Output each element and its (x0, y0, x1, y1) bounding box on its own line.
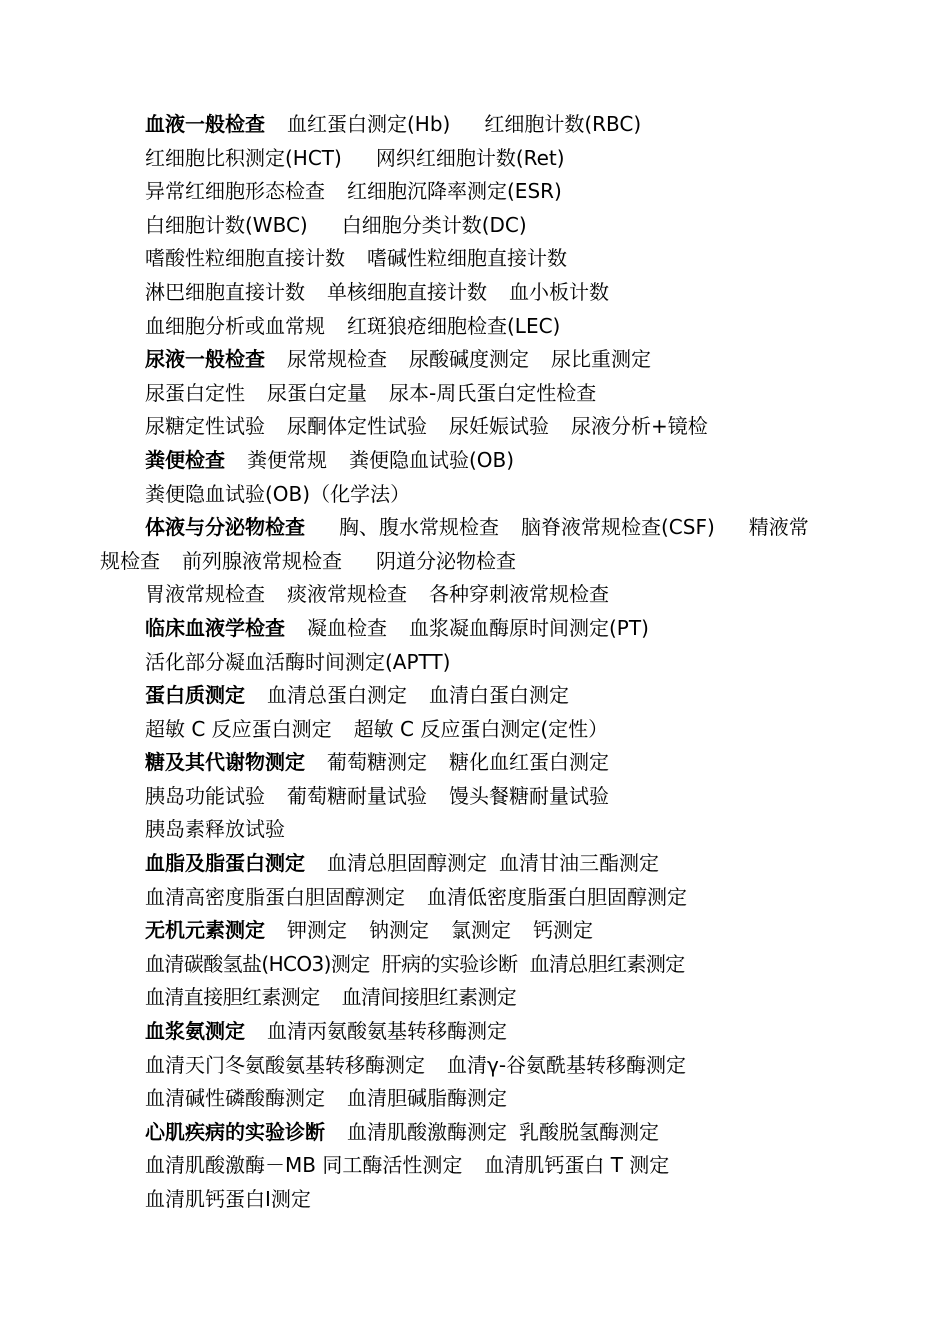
line-5 (145, 242, 865, 276)
test-item: 葡萄糖测定 (327, 750, 427, 775)
test-item: 血清碱性磷酸酶测定 (145, 1086, 325, 1111)
test-item: 钙测定 (533, 918, 593, 943)
test-item: 胸、腹水常规检查 (339, 515, 499, 540)
line-26 (145, 948, 865, 982)
test-item: 异常红细胞形态检查 (145, 179, 325, 204)
line-16 (145, 612, 865, 646)
line-29 (145, 1049, 865, 1083)
line-32 (145, 1149, 865, 1183)
test-item: 血清胆碱脂酶测定 (347, 1086, 507, 1111)
line-27 (145, 981, 865, 1015)
test-item: 红细胞计数(RBC) (484, 112, 642, 136)
test-item: 血浆凝血酶原时间测定(PT) (409, 615, 649, 640)
test-item: 血清甘油三酯测定 (499, 851, 659, 876)
test-item: 尿糖定性试验 (145, 414, 265, 439)
test-item: 尿比重测定 (551, 347, 651, 372)
test-item: 血清肌钙蛋白Ⅰ测定 (145, 1187, 311, 1211)
line-1 (145, 108, 865, 142)
test-item: 粪便常规 (247, 447, 327, 472)
test-item: 嗜碱性粒细胞直接计数 (367, 246, 567, 271)
line-12 (145, 478, 865, 512)
line-18 (145, 679, 865, 713)
test-item: 尿蛋白定量 (267, 380, 367, 405)
section-heading: 血液一般检查 (145, 112, 265, 136)
line-13 (145, 511, 865, 545)
test-item: 血清直接胆红素测定 (145, 985, 320, 1010)
test-item: 胃液常规检查 (145, 582, 265, 607)
line-4 (145, 209, 865, 243)
test-item-list (100, 108, 865, 1217)
test-item: 尿常规检查 (287, 347, 387, 372)
test-item: 尿酮体定性试验 (287, 414, 427, 439)
test-item: 规检查 (100, 548, 160, 573)
line-31 (145, 1116, 865, 1150)
test-item: 粪便隐血试验(OB)（化学法） (145, 481, 411, 506)
test-item: 网织红细胞计数(Ret) (375, 145, 565, 170)
test-item: 尿液分析+镜检 (571, 414, 708, 439)
line-9 (145, 377, 865, 411)
line-7 (145, 310, 865, 344)
test-item: 馒头餐糖耐量试验 (449, 783, 609, 808)
test-item: 白细胞计数(WBC) (145, 212, 308, 237)
test-item: 红斑狼疮细胞检查(LEC) (347, 313, 561, 338)
line-28 (145, 1015, 865, 1049)
test-item: 血清碳酸氢盐(HCO3)测定 (145, 951, 370, 976)
section-heading: 无机元素测定 (145, 918, 265, 943)
test-item: 单核细胞直接计数 (327, 279, 487, 304)
section-heading: 血浆氨测定 (145, 1019, 245, 1044)
section-heading: 血脂及脂蛋白测定 (145, 851, 305, 876)
section-heading: 体液与分泌物检查 (145, 515, 305, 540)
line-22 (145, 813, 865, 847)
line-23 (145, 847, 865, 881)
test-item: 血清总胆红素测定 (529, 951, 685, 976)
line-6 (145, 276, 865, 310)
test-item: 胰岛功能试验 (145, 783, 265, 808)
line-14 (100, 545, 865, 579)
test-item: 糖化血红蛋白测定 (449, 750, 609, 775)
line-30 (145, 1082, 865, 1116)
test-item: 血清γ-谷氨酰基转移酶测定 (447, 1052, 687, 1077)
test-item: 各种穿刺液常规检查 (429, 582, 609, 607)
test-item: 血清白蛋白测定 (429, 683, 569, 708)
test-item: 红细胞比积测定(HCT) (145, 145, 342, 170)
line-25 (145, 914, 865, 948)
test-item: 前列腺液常规检查 (182, 548, 342, 573)
section-heading: 心肌疾病的实验诊断 (145, 1119, 325, 1144)
test-item: 超敏 C 反应蛋白测定(定性） (353, 716, 609, 741)
test-item: 胰岛素释放试验 (145, 817, 285, 842)
test-item: 嗜酸性粒细胞直接计数 (145, 246, 345, 271)
section-heading: 蛋白质测定 (145, 683, 245, 708)
test-item: 钾测定 (287, 918, 347, 943)
test-item: 精液常 (748, 515, 809, 540)
test-item: 痰液常规检查 (287, 582, 407, 607)
test-item: 血清肌钙蛋白 T 测定 (484, 1153, 670, 1178)
section-heading: 尿液一般检查 (145, 347, 265, 372)
test-item: 血清低密度脂蛋白胆固醇测定 (427, 884, 687, 909)
test-item: 尿酸碱度测定 (409, 347, 529, 372)
test-item: 阴道分泌物检查 (376, 548, 516, 573)
test-item: 尿蛋白定性 (145, 380, 245, 405)
line-33 (145, 1183, 865, 1217)
test-item: 血清总胆固醇测定 (327, 851, 487, 876)
section-heading: 粪便检查 (145, 447, 225, 472)
test-item: 血清肌酸激酶－MB 同工酶活性测定 (145, 1153, 463, 1178)
line-10 (145, 410, 865, 444)
test-item: 脑脊液常规检查(CSF) (521, 515, 715, 540)
test-item: 肝病的实验诊断 (381, 951, 518, 976)
test-item: 活化部分凝血活酶时间测定(APTT) (145, 649, 451, 674)
test-item: 尿本-周氏蛋白定性检查 (389, 380, 597, 405)
test-item: 血细胞分析或血常规 (145, 313, 325, 338)
line-24 (145, 881, 865, 915)
test-item: 凝血检查 (307, 615, 387, 640)
test-item: 血清丙氨酸氨基转移酶测定 (267, 1019, 507, 1044)
test-item: 超敏 C 反应蛋白测定 (145, 716, 332, 741)
test-item: 乳酸脱氢酶测定 (519, 1119, 659, 1144)
line-17 (145, 646, 865, 680)
test-item: 氯测定 (451, 918, 511, 943)
test-item: 血清间接胆红素测定 (341, 985, 517, 1010)
line-2 (145, 142, 865, 176)
line-11 (145, 444, 865, 478)
test-item: 尿妊娠试验 (449, 414, 549, 439)
test-item: 血小板计数 (509, 279, 609, 304)
test-item: 葡萄糖耐量试验 (287, 783, 427, 808)
line-19 (145, 713, 865, 747)
line-21 (145, 780, 865, 814)
test-item: 红细胞沉降率测定(ESR) (347, 179, 562, 204)
line-20 (145, 746, 865, 780)
test-item: 淋巴细胞直接计数 (145, 279, 305, 304)
section-heading: 糖及其代谢物测定 (145, 750, 305, 775)
test-item: 粪便隐血试验(OB) (349, 447, 515, 472)
test-item: 钠测定 (369, 918, 429, 943)
line-8 (145, 343, 865, 377)
test-item: 血红蛋白测定(Hb) (287, 112, 451, 136)
line-3 (145, 175, 865, 209)
test-item: 血清总蛋白测定 (267, 683, 407, 708)
test-item: 血清肌酸激酶测定 (347, 1119, 507, 1144)
section-heading: 临床血液学检查 (145, 615, 285, 640)
test-item: 血清高密度脂蛋白胆固醇测定 (145, 884, 405, 909)
line-15 (145, 578, 865, 612)
test-item: 白细胞分类计数(DC) (341, 212, 527, 237)
test-item: 血清天门冬氨酸氨基转移酶测定 (145, 1052, 425, 1077)
